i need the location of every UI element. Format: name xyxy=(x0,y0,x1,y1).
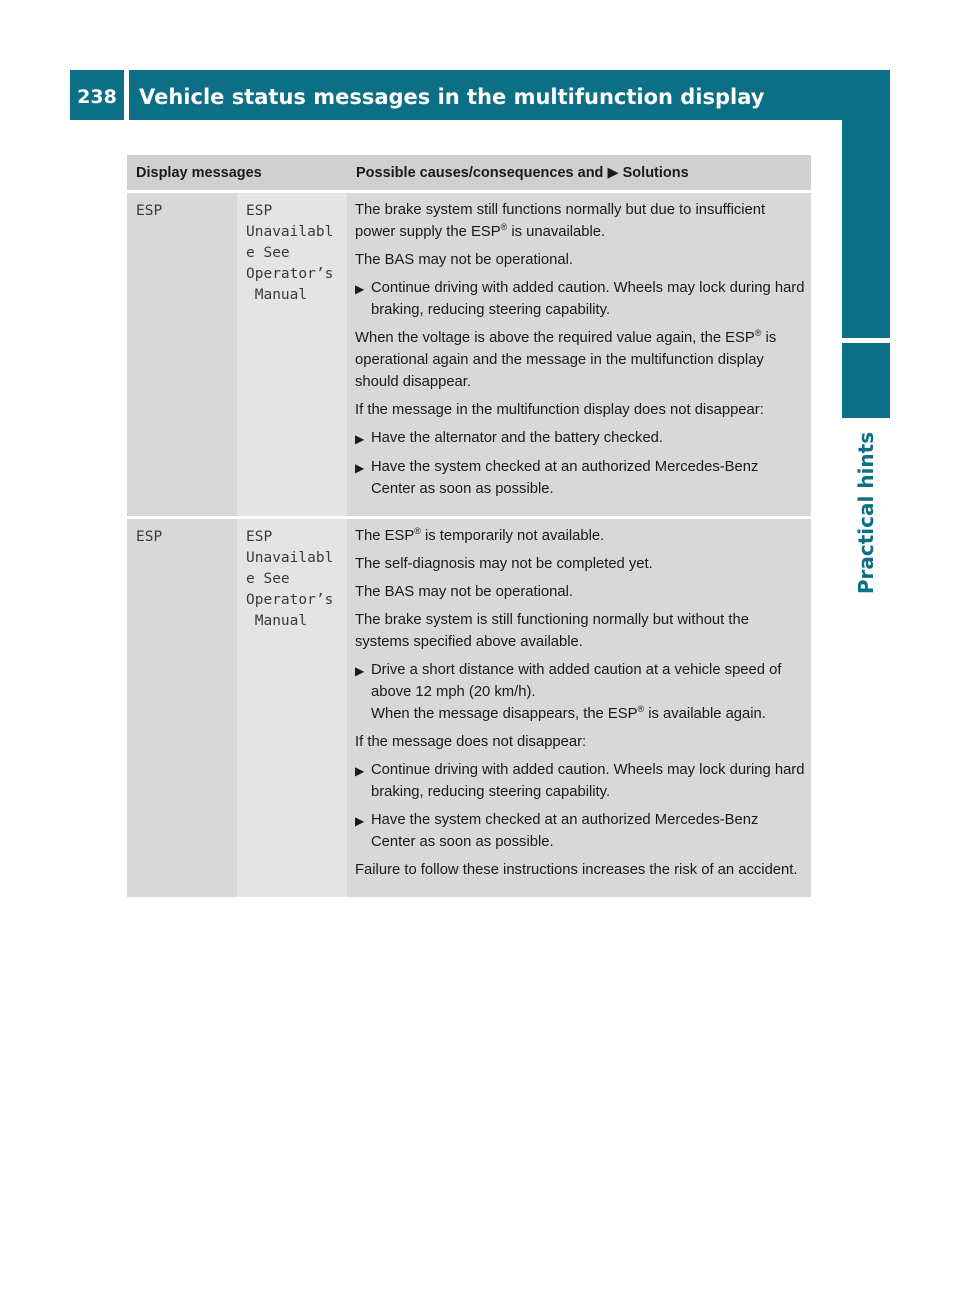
header-display-messages: Display messages xyxy=(136,165,262,181)
arrow-right-icon: ▶ xyxy=(355,432,365,446)
table-row xyxy=(127,519,811,897)
table-row xyxy=(127,193,811,516)
info-text: The BAS may not be operational. xyxy=(355,584,573,600)
instruction-step: ▶ Continue driving with added caution. Wheels may lock during hard braking, reducing steering capability. xyxy=(355,277,805,321)
instruction-step: ▶ Drive a short distance with added caution at a vehicle speed of above 12 mph (20 km/h). When the message disappears, the ESP® is available again. xyxy=(355,659,805,725)
side-tab-marker xyxy=(842,343,890,418)
solution-cell xyxy=(347,193,811,516)
instruction-step: ▶ Have the system checked at an authorized Mercedes-Benz Center as soon as possible. xyxy=(355,456,805,500)
table-header xyxy=(127,155,811,190)
solution-cell xyxy=(347,519,811,897)
info-text: The ESP® is temporarily not available. xyxy=(355,526,605,544)
symbol-cell: ESP xyxy=(127,193,237,516)
info-text: If the message in the multifunction display does not disappear: xyxy=(355,402,764,418)
arrow-right-icon: ▶ xyxy=(355,764,365,778)
instruction-step: ▶ Have the alternator and the battery checked. xyxy=(355,427,805,450)
info-text: The self-diagnosis may not be completed yet. xyxy=(355,556,653,572)
arrow-right-icon: ▶ xyxy=(355,282,365,296)
info-text: The BAS may not be operational. xyxy=(355,252,573,268)
info-text: Failure to follow these instructions increases the risk of an accident. xyxy=(355,862,798,878)
arrow-right-icon: ▶ xyxy=(355,664,365,678)
page-title: Vehicle status messages in the multifunction display xyxy=(129,70,890,120)
message-cell: ESP Unavailabl e See Operator’s Manual xyxy=(237,519,347,897)
info-text: When the voltage is above the required value again, the ESP® is operational again and the message in the multifunction display should disappear. xyxy=(355,328,777,390)
info-text: The brake system is still functioning normally but without the systems specified above available. xyxy=(355,612,749,650)
instruction-step: ▶ Continue driving with added caution. Wheels may lock during hard braking, reducing steering capability. xyxy=(355,759,805,803)
side-tab-bar xyxy=(842,120,890,338)
status-message-table xyxy=(127,155,811,897)
arrow-right-icon: ▶ xyxy=(355,461,365,475)
symbol-cell: ESP xyxy=(127,519,237,897)
side-section-label: Practical hints xyxy=(854,431,879,595)
message-cell: ESP Unavailabl e See Operator’s Manual xyxy=(237,193,347,516)
info-text: If the message does not disappear: xyxy=(355,734,587,750)
arrow-right-icon: ▶ xyxy=(607,165,619,181)
arrow-right-icon: ▶ xyxy=(355,814,365,828)
instruction-step: ▶ Have the system checked at an authorized Mercedes-Benz Center as soon as possible. xyxy=(355,809,805,853)
info-text: The brake system still functions normally but due to insufficient power supply the ESP® is unavailable. xyxy=(355,202,766,240)
page-number: 238 xyxy=(70,70,124,120)
header-causes: Possible causes/consequences and ▶ Solutions xyxy=(356,165,689,181)
